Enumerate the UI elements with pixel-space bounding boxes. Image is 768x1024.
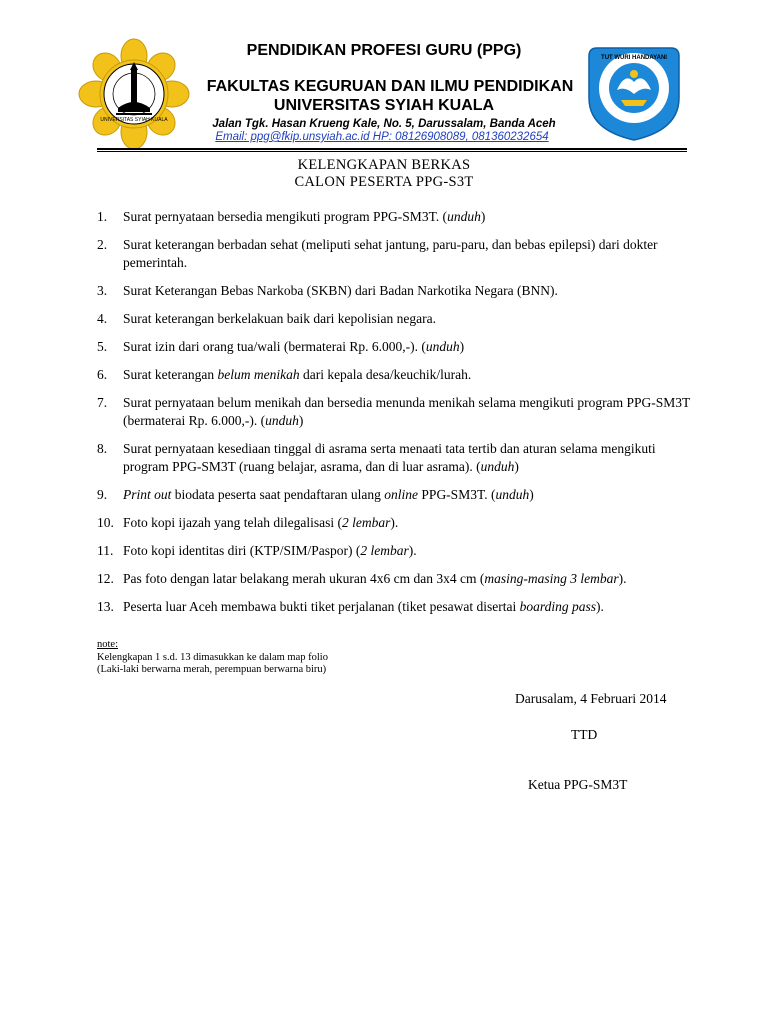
list-item-italic-text: unduh (425, 339, 460, 354)
list-item-text (123, 394, 697, 430)
document-subtitle: CALON PESERTA PPG-S3T (294, 174, 474, 190)
list-item-text (123, 514, 697, 532)
list-item-italic-text: boarding pass (519, 599, 596, 614)
list-item-text (123, 598, 697, 616)
list-item-text-segment: Surat keterangan berbadan sehat (meliputi sehat jantung, paru-paru, dan bebas epilepsi) dari dokter pemerintah. (123, 237, 658, 270)
list-item-text-segment: ). (596, 599, 604, 614)
list-item-text-segment: Peserta luar Aceh membawa bukti tiket perjalanan (tiket pesawat disertai (123, 599, 520, 614)
list-item-number: 7. (97, 395, 108, 410)
list-item-text (123, 282, 697, 300)
header-program-name: PENDIDIKAN PROFESI GURU (PPG) (246, 42, 522, 59)
signature-ttd: TTD (571, 727, 598, 742)
signature-place-date: Darusalam, 4 Februari 2014 (515, 691, 667, 706)
list-item-italic-text: unduh (495, 487, 530, 502)
list-item-italic-text: belum menikah (217, 367, 300, 382)
list-item-text-segment: biodata peserta saat pendaftaran ulang (171, 487, 385, 502)
list-item-text (123, 542, 697, 560)
list-item-italic-text: 2 lembar (360, 543, 409, 558)
list-item-text (123, 366, 697, 384)
list-item-text-segment: ) (529, 487, 534, 502)
list-item (97, 366, 697, 384)
list-item-text-segment: ). (408, 543, 417, 558)
list-item-text-segment: Surat pernyataan kesediaan tinggal di asrama serta menaati tata tertib dan aturan selama mengikuti program PPG-SM3T (ruang belajar, asrama, dan di luar asrama). ( (123, 441, 656, 474)
list-item-text-segment: Surat Keterangan Bebas Narkoba (SKBN) dari Badan Narkotika Negara (BNN). (123, 283, 558, 298)
list-item-text (123, 440, 697, 476)
note-line: Kelengkapan 1 s.d. 13 dimasukkan ke dalam map folio (97, 651, 328, 663)
list-item-number: 9. (97, 487, 108, 502)
document-title: KELENGKAPAN BERKAS (297, 157, 471, 173)
list-item-text-segment: Surat pernyataan belum menikah dan bersedia menunda menikah selama mengikuti program PPG-SM3T (bermaterai Rp. 6.000,-). ( (123, 395, 690, 428)
list-item-text (123, 570, 697, 588)
list-item-number: 10. (97, 515, 114, 530)
list-item-text-segment: Surat keterangan berkelakuan baik dari kepolisian negara. (123, 311, 436, 326)
list-item (97, 486, 697, 504)
list-item-text-segment: ) (514, 459, 519, 474)
list-item (97, 598, 697, 616)
list-item (97, 440, 697, 476)
note-block (97, 639, 328, 677)
list-item-number: 4. (97, 311, 108, 326)
list-item-italic-text: unduh (265, 413, 299, 428)
header-address: Jalan Tgk. Hasan Krueng Kale, No. 5, Darussalam, Banda Aceh (212, 118, 556, 130)
list-item (97, 338, 697, 356)
list-item-number: 8. (97, 441, 108, 456)
list-item-text-segment: Surat pernyataan bersedia mengikuti program PPG-SM3T. ( (123, 209, 448, 224)
list-item-number: 6. (97, 367, 108, 382)
svg-text:TUT WURI HANDAYANI: TUT WURI HANDAYANI (601, 55, 667, 61)
list-item (97, 514, 697, 532)
list-item-text-segment: Pas foto dengan latar belakang merah ukuran 4x6 cm dan 3x4 cm ( (123, 571, 485, 586)
list-item-text-segment: ) (298, 413, 304, 428)
list-item-text-segment: ). (618, 571, 627, 586)
header-divider-thin (97, 151, 687, 152)
list-item-text-segment: dari kepala desa/keuchik/lurah. (299, 367, 472, 382)
signature-role: Ketua PPG-SM3T (528, 777, 628, 792)
list-item-number: 3. (97, 283, 108, 298)
header-university-name: UNIVERSITAS SYIAH KUALA (273, 97, 495, 114)
list-item-text-segment: ) (459, 339, 465, 354)
list-item-number: 2. (97, 237, 108, 252)
header-divider (97, 148, 687, 150)
list-item (97, 236, 697, 272)
list-item (97, 570, 697, 588)
list-item-text-segment: ) (480, 209, 486, 224)
list-item (97, 282, 697, 300)
list-item (97, 394, 697, 430)
list-item-italic-text: unduh (447, 209, 481, 224)
list-item-number: 11. (97, 543, 114, 558)
list-item-number: 13. (97, 599, 114, 614)
header-faculty-name: FAKULTAS KEGURUAN DAN ILMU PENDIDIKAN (206, 78, 574, 95)
requirements-list (97, 208, 697, 626)
list-item (97, 542, 697, 560)
list-item-text (123, 208, 697, 226)
svg-text:UNIVERSITAS SYIAH KUALA: UNIVERSITAS SYIAH KUALA (100, 117, 168, 123)
list-item-text (123, 338, 697, 356)
list-item-number: 1. (97, 209, 108, 224)
list-item-text-segment: Foto kopi ijazah yang telah dilegalisasi ( (123, 515, 342, 530)
list-item-text (123, 486, 697, 504)
list-item-italic-text: online (384, 487, 419, 502)
note-line: (Laki-laki berwarna merah, perempuan berwarna biru) (97, 664, 327, 675)
list-item-italic-text: 2 lembar (341, 515, 391, 530)
list-item-text (123, 236, 697, 272)
list-item-italic-text: unduh (480, 459, 515, 474)
list-item-text-segment: Foto kopi identitas diri (KTP/SIM/Paspor) ( (123, 543, 361, 558)
header-contact-link[interactable]: Email: ppg@fkip.unsyiah.ac.id HP: 08126908089, 081360232654 (215, 131, 549, 143)
list-item-text-segment: Surat keterangan (123, 367, 218, 382)
note-label: note: (97, 639, 118, 650)
list-item-number: 12. (97, 571, 114, 586)
list-item-text-segment: ). (390, 515, 399, 530)
list-item (97, 208, 697, 226)
list-item-text-segment: PPG-SM3T. ( (418, 487, 496, 502)
list-item-number: 5. (97, 339, 108, 354)
list-item-italic-text: Print out (123, 487, 172, 502)
list-item-text-segment: Surat izin dari orang tua/wali (bermaterai Rp. 6.000,-). ( (123, 339, 426, 354)
list-item (97, 310, 697, 328)
list-item-italic-text: masing-masing 3 lembar (484, 571, 619, 586)
list-item-text (123, 310, 697, 328)
